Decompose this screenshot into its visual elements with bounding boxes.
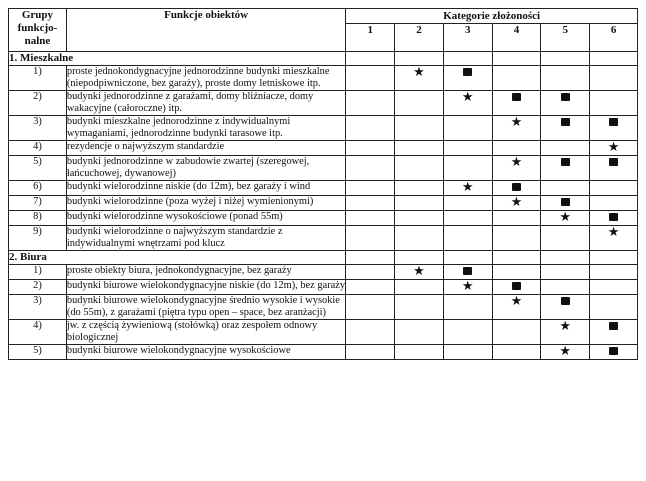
- header-complexity-categories: Kategorie złożoności: [346, 9, 638, 24]
- category-cell: [395, 91, 444, 116]
- category-cell: [590, 196, 638, 211]
- filled-square-icon: [609, 118, 618, 126]
- category-cell: [395, 181, 444, 196]
- row-description: budynki wielorodzinne o najwyższym standardzie z indywidualnymi wnętrzami pod klucz: [66, 226, 345, 251]
- category-number: 6: [590, 24, 638, 52]
- row-description: rezydencje o najwyższym standardzie: [66, 141, 345, 156]
- category-number: 2: [395, 24, 444, 52]
- category-cell: [492, 345, 541, 360]
- table-row: [9, 280, 638, 295]
- category-cell: [395, 156, 444, 181]
- row-number: 2): [9, 91, 67, 116]
- filled-square-icon: [609, 322, 618, 330]
- category-cell: [346, 320, 395, 345]
- row-description: proste jednokondygnacyjne jednorodzinne budynki mieszkalne (niepodpiwniczone, bez garaży), proste domy letniskowe itp.: [66, 66, 345, 91]
- category-cell: [541, 226, 590, 251]
- row-number: 4): [9, 141, 67, 156]
- category-cell: [541, 295, 590, 320]
- category-cell: [443, 320, 492, 345]
- row-number: 8): [9, 211, 67, 226]
- section-empty-cell: [346, 52, 395, 66]
- section-empty-cell: [541, 52, 590, 66]
- category-number: 3: [443, 24, 492, 52]
- table-row: [9, 66, 638, 91]
- table-row: [9, 320, 638, 345]
- category-cell: [443, 66, 492, 91]
- category-cell: [346, 181, 395, 196]
- category-cell: [443, 116, 492, 141]
- row-description: budynki jednorodzinne z garażami, domy bliźniacze, domy wakacyjne (całoroczne) itp.: [66, 91, 345, 116]
- section-empty-cell: [590, 251, 638, 265]
- section-empty-cell: [346, 251, 395, 265]
- category-cell: [492, 226, 541, 251]
- category-cell: [346, 280, 395, 295]
- category-cell: [541, 116, 590, 141]
- category-cell: [590, 181, 638, 196]
- section-empty-cell: [590, 52, 638, 66]
- category-cell: [590, 295, 638, 320]
- row-description: budynki biurowe wielokondygnacyjne wysokościowe: [66, 345, 345, 360]
- row-number: 3): [9, 116, 67, 141]
- category-cell: [346, 116, 395, 141]
- table-row: [9, 181, 638, 196]
- row-description: budynki wielorodzinne wysokościowe (ponad 55m): [66, 211, 345, 226]
- row-number: 7): [9, 196, 67, 211]
- category-cell: [590, 91, 638, 116]
- row-description: jw. z częścią żywieniową (stołówką) oraz zespołem odnowy biologicznej: [66, 320, 345, 345]
- row-description: budynki jednorodzinne w zabudowie zwartej (szeregowej, łańcuchowej, dywanowej): [66, 156, 345, 181]
- filled-square-icon: [609, 347, 618, 355]
- row-number: 9): [9, 226, 67, 251]
- table-row: [9, 91, 638, 116]
- filled-square-icon: [609, 158, 618, 166]
- category-cell: [590, 345, 638, 360]
- category-cell: [590, 280, 638, 295]
- category-cell: [395, 226, 444, 251]
- table-row: [9, 265, 638, 280]
- filled-square-icon: [561, 297, 570, 305]
- row-description: budynki biurowe wielokondygnacyjne średnio wysokie i wysokie (do 55m), z garażami (piętra typu open – space, bez aranżacji): [66, 295, 345, 320]
- category-cell: [590, 66, 638, 91]
- category-cell: [346, 91, 395, 116]
- section-empty-cell: [492, 52, 541, 66]
- category-cell: [492, 66, 541, 91]
- category-number: 4: [492, 24, 541, 52]
- star-icon: ★: [461, 89, 474, 104]
- category-cell: [395, 280, 444, 295]
- category-cell: [443, 196, 492, 211]
- category-cell: [541, 156, 590, 181]
- category-cell: [541, 211, 590, 226]
- star-icon: ★: [413, 64, 425, 79]
- category-cell: [541, 66, 590, 91]
- star-icon: ★: [559, 318, 572, 333]
- row-description: budynki wielorodzinne (poza wyżej i niżej wymienionymi): [66, 196, 345, 211]
- star-icon: ★: [510, 194, 523, 209]
- header-object-functions: Funkcje obiektów: [66, 9, 345, 52]
- section-empty-cell: [492, 251, 541, 265]
- category-cell: [346, 156, 395, 181]
- category-cell: [443, 156, 492, 181]
- complexity-table: [8, 8, 638, 360]
- category-cell: [443, 280, 492, 295]
- row-number: 6): [9, 181, 67, 196]
- category-cell: [346, 141, 395, 156]
- category-cell: [443, 226, 492, 251]
- row-number: 2): [9, 280, 67, 295]
- category-cell: [492, 295, 541, 320]
- category-cell: [395, 196, 444, 211]
- category-cell: [443, 211, 492, 226]
- star-icon: ★: [510, 293, 523, 308]
- star-icon: ★: [461, 278, 474, 293]
- filled-square-icon: [609, 213, 618, 221]
- category-cell: [590, 116, 638, 141]
- filled-square-icon: [561, 118, 570, 126]
- row-number: 4): [9, 320, 67, 345]
- header-functional-groups: Grupy funkcjo-nalne: [9, 9, 67, 52]
- section-empty-cell: [541, 251, 590, 265]
- category-cell: [346, 345, 395, 360]
- category-cell: [346, 265, 395, 280]
- table-row: [9, 226, 638, 251]
- category-cell: [346, 211, 395, 226]
- row-description: proste obiekty biura, jednokondygnacyjne, bez garaży: [66, 265, 345, 280]
- row-description: budynki wielorodzinne niskie (do 12m), bez garaży i wind: [66, 181, 345, 196]
- category-cell: [346, 66, 395, 91]
- filled-square-icon: [561, 198, 570, 206]
- row-description: budynki mieszkalne jednorodzinne z indywidualnymi wymaganiami, jednorodzinne budynki tarasowe itp.: [66, 116, 345, 141]
- filled-square-icon: [561, 158, 570, 166]
- row-number: 3): [9, 295, 67, 320]
- row-description: budynki biurowe wielokondygnacyjne niskie (do 12m), bez garaży: [66, 280, 345, 295]
- category-cell: [395, 295, 444, 320]
- category-cell: [443, 295, 492, 320]
- section-title: 2. Biura: [9, 251, 346, 265]
- category-cell: [541, 181, 590, 196]
- category-cell: [590, 226, 638, 251]
- category-cell: [590, 156, 638, 181]
- complexity-table-page: [8, 8, 638, 360]
- table-row: [9, 345, 638, 360]
- star-icon: ★: [607, 224, 620, 239]
- category-cell: [492, 320, 541, 345]
- category-cell: [541, 91, 590, 116]
- category-cell: [590, 141, 638, 156]
- star-icon: ★: [607, 139, 620, 154]
- row-number: 1): [9, 66, 67, 91]
- category-number: 5: [541, 24, 590, 52]
- category-cell: [395, 116, 444, 141]
- category-cell: [492, 211, 541, 226]
- table-row: [9, 156, 638, 181]
- category-cell: [590, 265, 638, 280]
- table-body: [9, 52, 638, 360]
- category-cell: [492, 265, 541, 280]
- category-cell: [443, 181, 492, 196]
- filled-square-icon: [463, 68, 472, 76]
- category-cell: [346, 226, 395, 251]
- section-empty-cell: [443, 52, 492, 66]
- table-row: [9, 196, 638, 211]
- category-cell: [346, 196, 395, 211]
- category-cell: [395, 345, 444, 360]
- category-cell: [492, 196, 541, 211]
- filled-square-icon: [512, 183, 521, 191]
- star-icon: ★: [510, 114, 523, 129]
- table-row: [9, 211, 638, 226]
- star-icon: ★: [413, 263, 425, 278]
- star-icon: ★: [559, 343, 572, 358]
- category-cell: [395, 66, 444, 91]
- category-cell: [492, 116, 541, 141]
- category-cell: [590, 320, 638, 345]
- category-number: 1: [346, 24, 395, 52]
- category-cell: [541, 280, 590, 295]
- category-cell: [492, 156, 541, 181]
- filled-square-icon: [512, 282, 521, 290]
- table-row: [9, 295, 638, 320]
- section-row: [9, 52, 638, 66]
- row-number: 1): [9, 265, 67, 280]
- row-number: 5): [9, 345, 67, 360]
- section-title: 1. Mieszkalne: [9, 52, 346, 66]
- section-row: [9, 251, 638, 265]
- category-cell: [395, 141, 444, 156]
- filled-square-icon: [561, 93, 570, 101]
- star-icon: ★: [559, 209, 572, 224]
- category-cell: [541, 345, 590, 360]
- row-number: 5): [9, 156, 67, 181]
- filled-square-icon: [512, 93, 521, 101]
- category-cell: [492, 91, 541, 116]
- star-icon: ★: [510, 154, 523, 169]
- category-cell: [395, 320, 444, 345]
- category-cell: [395, 265, 444, 280]
- category-cell: [443, 141, 492, 156]
- table-row: [9, 141, 638, 156]
- category-cell: [346, 295, 395, 320]
- category-cell: [541, 265, 590, 280]
- section-empty-cell: [443, 251, 492, 265]
- category-cell: [443, 345, 492, 360]
- filled-square-icon: [463, 267, 472, 275]
- category-cell: [443, 91, 492, 116]
- category-cell: [395, 211, 444, 226]
- category-cell: [541, 320, 590, 345]
- table-row: [9, 116, 638, 141]
- category-cell: [541, 141, 590, 156]
- star-icon: ★: [461, 179, 474, 194]
